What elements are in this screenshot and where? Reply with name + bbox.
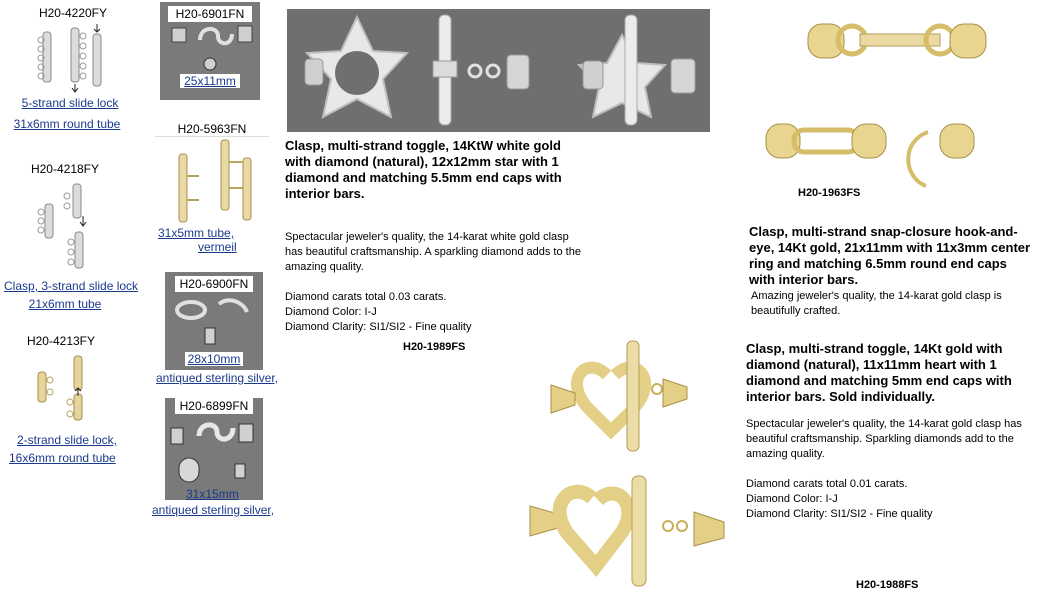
product-link-line2[interactable]: 21x6mm tube	[28, 297, 102, 311]
diamond-carats: Diamond carats total 0.01 carats.	[746, 478, 908, 490]
product-title: Clasp, multi-strand toggle, 14Kt gold with diamond (natural), 11x11mm heart with 1 diamond and matching 5mm end caps with interior bars. Sold individually.	[746, 341, 1012, 404]
slide-lock-5-strand-image[interactable]	[35, 22, 115, 94]
product-link-line2[interactable]: 31x6mm round tube	[13, 117, 121, 131]
hook-clasp-image	[165, 414, 263, 484]
product-finish-link[interactable]: antiqued sterling silver,	[156, 371, 279, 385]
hook-clasp-image	[165, 292, 263, 352]
hook-clasp-image	[160, 22, 260, 74]
product-description: Spectacular jeweler's quality, the 14-karat white gold clasp has beautiful craftsmanship. A sparkling diamond adds to the amazing quality.	[285, 231, 581, 273]
product-sku: H20-1963FS	[798, 187, 861, 199]
product-link-line1[interactable]: Clasp, 3-strand slide lock	[4, 279, 139, 293]
product-code: H20-4220FY	[38, 6, 108, 20]
diamond-clarity: Diamond Clarity: SI1/SI2 - Fine quality	[746, 508, 933, 520]
heart-toggle-clasp-image[interactable]	[545, 335, 695, 465]
product-code: H20-6901FN	[168, 6, 252, 22]
snap-hook-clasp-image[interactable]	[800, 8, 1000, 72]
diamond-carats: Diamond carats total 0.03 carats.	[285, 291, 447, 303]
product-code: H20-6900FN	[175, 276, 253, 292]
product-title: Clasp, multi-strand toggle, 14KtW white gold with diamond (natural), 12x12mm star with 1 diamond and matching 5.5mm end caps with interior bars.	[285, 138, 562, 201]
product-title: Clasp, multi-strand snap-closure hook-and-eye, 14Kt gold, 21x11mm with 11x3mm center ring and matching 6.5mm round end caps with interior bars.	[749, 224, 1031, 287]
product-description: Amazing jeweler's quality, the 14-karat gold clasp is beautifully crafted.	[751, 290, 1002, 317]
product-code: H20-4213FY	[26, 334, 96, 348]
star-toggle-clasp-image[interactable]	[287, 9, 710, 132]
diamond-clarity: Diamond Clarity: SI1/SI2 - Fine quality	[285, 321, 472, 333]
diamond-color: Diamond Color: I-J	[746, 493, 838, 505]
slide-lock-2-strand-image[interactable]	[30, 352, 100, 424]
product-size-link[interactable]: 28x10mm	[185, 352, 243, 366]
product-finish-link[interactable]: vermeil	[198, 240, 237, 254]
product-size-link[interactable]: 31x15mm	[186, 487, 239, 501]
product-link-line1[interactable]: 2-strand slide lock,	[16, 433, 118, 447]
diamond-color: Diamond Color: I-J	[285, 306, 377, 318]
product-size-link[interactable]: 31x5mm tube,	[158, 226, 235, 240]
product-sku: H20-1989FS	[403, 341, 466, 353]
product-code: H20-5963FN	[155, 122, 269, 137]
product-size-link[interactable]: 25x11mm	[180, 74, 240, 88]
product-panel[interactable]	[160, 2, 260, 100]
product-description: Spectacular jeweler's quality, the 14-karat gold clasp has beautiful craftsmanship. Sparkling diamonds add to the amazing quality.	[746, 418, 1022, 460]
product-finish-link[interactable]: antiqued sterling silver,	[152, 503, 275, 517]
heart-toggle-parts-image[interactable]	[518, 470, 738, 592]
product-code: H20-4218FY	[30, 162, 100, 176]
product-link-line1[interactable]: 5-strand slide lock	[21, 96, 119, 110]
product-sku: H20-1988FS	[856, 579, 919, 591]
product-code: H20-6899FN	[175, 398, 253, 414]
product-link-line2[interactable]: 16x6mm round tube	[9, 451, 116, 465]
tube-clasp-image[interactable]	[165, 138, 263, 224]
snap-hook-parts-image[interactable]	[760, 118, 990, 192]
product-panel[interactable]	[165, 398, 263, 500]
product-panel[interactable]	[165, 272, 263, 370]
slide-lock-3-strand-image[interactable]	[33, 180, 103, 272]
